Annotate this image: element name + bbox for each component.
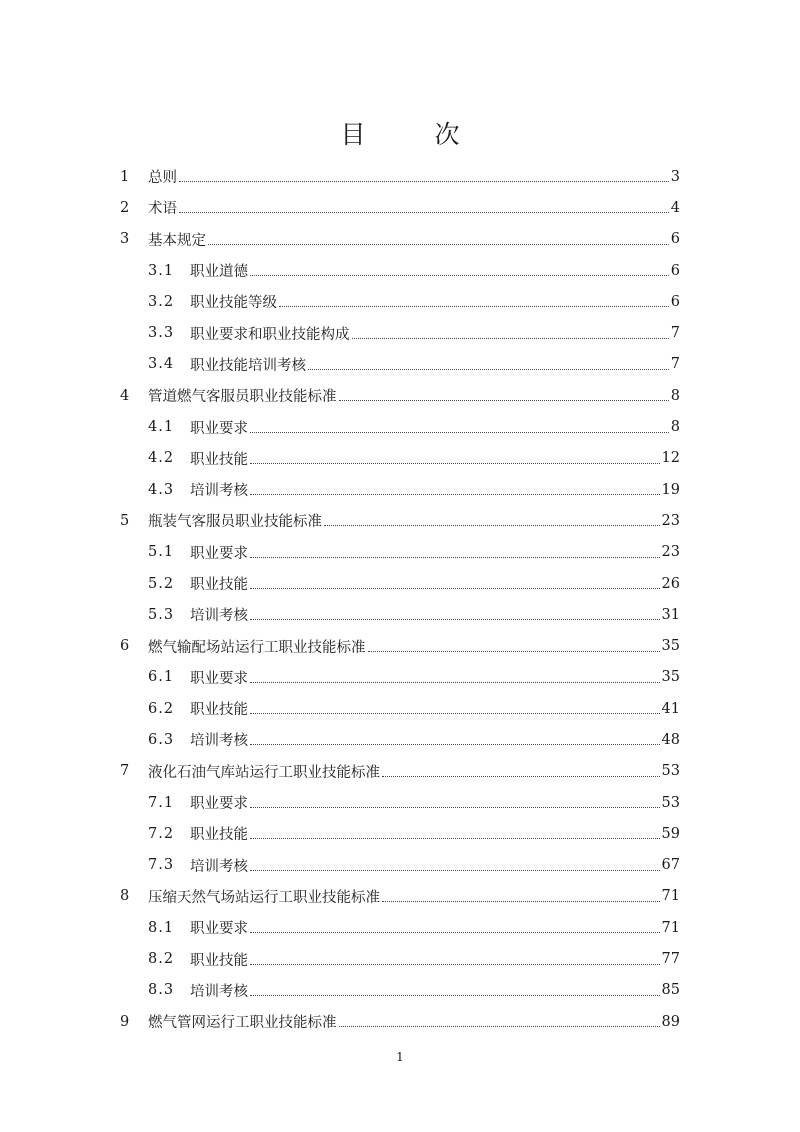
toc-entry-number: 2 bbox=[120, 199, 130, 216]
toc-entry-title: 职业要求和职业技能构成 bbox=[190, 326, 350, 343]
toc-entry[interactable] bbox=[120, 850, 680, 881]
dot-leader bbox=[352, 338, 669, 339]
toc-entry-title: 燃气输配场站运行工职业技能标准 bbox=[148, 639, 366, 656]
toc-entry[interactable] bbox=[120, 881, 680, 912]
dot-leader bbox=[382, 901, 660, 902]
toc-entry-page: 23 bbox=[661, 544, 680, 561]
toc-entry-page: 31 bbox=[661, 606, 680, 623]
dot-leader bbox=[208, 244, 669, 245]
toc-entry[interactable] bbox=[120, 1006, 680, 1037]
toc-entry-page: 8 bbox=[670, 387, 680, 404]
toc-entry-page: 3 bbox=[670, 168, 680, 185]
dot-leader bbox=[179, 212, 669, 213]
toc-entry-number: 6.3 bbox=[148, 731, 175, 748]
toc-entry-title: 职业技能 bbox=[190, 702, 248, 719]
toc-entry-page: 85 bbox=[661, 982, 680, 999]
dot-leader bbox=[250, 870, 660, 871]
dot-leader bbox=[308, 369, 669, 370]
toc-entry-number: 5.3 bbox=[148, 606, 175, 623]
toc-entry-number: 4.3 bbox=[148, 481, 175, 498]
toc-entry-number: 8.1 bbox=[148, 919, 175, 936]
toc-entry-number: 8.2 bbox=[148, 951, 175, 968]
toc-entry[interactable] bbox=[120, 568, 680, 599]
toc-entry-title: 职业技能培训考核 bbox=[190, 357, 306, 374]
toc-entry-page: 7 bbox=[670, 356, 680, 373]
toc-entry-page: 89 bbox=[661, 1013, 680, 1030]
toc-entry-page: 53 bbox=[661, 763, 680, 780]
dot-leader bbox=[250, 275, 669, 276]
toc-entry[interactable] bbox=[120, 474, 680, 505]
toc-entry-number: 3 bbox=[120, 231, 130, 248]
toc-entry-page: 48 bbox=[661, 731, 680, 748]
dot-leader bbox=[250, 713, 660, 714]
dot-leader bbox=[250, 682, 660, 683]
toc-entry[interactable] bbox=[120, 505, 680, 536]
toc-entry-page: 59 bbox=[661, 825, 680, 842]
toc-entry-number: 3.1 bbox=[148, 262, 175, 279]
toc-entry-number: 3.4 bbox=[148, 356, 175, 373]
toc-entry-page: 26 bbox=[661, 575, 680, 592]
toc-entry-number: 7 bbox=[120, 763, 130, 780]
toc-entry-number: 3.3 bbox=[148, 325, 175, 342]
dot-leader bbox=[339, 400, 669, 401]
toc-entry-number: 5.2 bbox=[148, 575, 175, 592]
toc-entry-number: 4 bbox=[120, 387, 130, 404]
toc-entry-number: 7.2 bbox=[148, 825, 175, 842]
toc-entry-page: 23 bbox=[661, 512, 680, 529]
dot-leader bbox=[382, 776, 660, 777]
toc-entry-title: 培训考核 bbox=[190, 608, 248, 625]
toc-entry[interactable] bbox=[120, 224, 680, 255]
toc-entry-page: 35 bbox=[661, 638, 680, 655]
toc-entry-title: 职业要求 bbox=[190, 545, 248, 562]
toc-entry-number: 6.2 bbox=[148, 700, 175, 717]
toc-entry-title: 培训考核 bbox=[190, 483, 248, 500]
dot-leader bbox=[368, 651, 660, 652]
dot-leader bbox=[279, 306, 669, 307]
toc-entry[interactable] bbox=[120, 818, 680, 849]
toc-entry[interactable] bbox=[120, 693, 680, 724]
toc-entry-number: 8.3 bbox=[148, 982, 175, 999]
page-title: 目 次 bbox=[340, 119, 482, 149]
toc-entry-title: 职业技能 bbox=[190, 577, 248, 593]
toc-entry-title: 压缩天然气场站运行工职业技能标准 bbox=[148, 889, 380, 906]
toc-entry[interactable] bbox=[120, 411, 680, 442]
dot-leader bbox=[250, 619, 660, 620]
dot-leader bbox=[250, 838, 660, 839]
toc-entry-title: 培训考核 bbox=[190, 983, 248, 1000]
toc-entry-page: 6 bbox=[670, 231, 680, 248]
toc-entry-page: 7 bbox=[670, 325, 680, 342]
toc-entry[interactable] bbox=[120, 943, 680, 974]
dot-leader bbox=[250, 463, 660, 464]
toc-entry-page: 77 bbox=[661, 951, 680, 968]
toc-entry-number: 5.1 bbox=[148, 544, 175, 561]
toc-entry-page: 53 bbox=[661, 794, 680, 811]
toc-entry[interactable] bbox=[120, 756, 680, 787]
dot-leader bbox=[250, 807, 660, 808]
toc-entry-title: 职业技能 bbox=[190, 952, 248, 969]
toc-entry[interactable] bbox=[120, 630, 680, 661]
toc-entry-title: 燃气管网运行工职业技能标准 bbox=[148, 1015, 337, 1032]
dot-leader bbox=[250, 557, 660, 558]
toc-entry-title: 职业道德 bbox=[190, 264, 248, 281]
toc-entry-title: 培训考核 bbox=[190, 733, 248, 750]
toc-entry[interactable] bbox=[120, 286, 680, 317]
toc-entry-page: 6 bbox=[670, 262, 680, 279]
dot-leader bbox=[250, 995, 660, 996]
toc-entry[interactable] bbox=[120, 787, 680, 818]
toc-entry-title: 管道燃气客服员职业技能标准 bbox=[148, 389, 337, 406]
dot-leader bbox=[250, 744, 660, 745]
toc-entry-title: 职业要求 bbox=[190, 670, 248, 687]
toc-entry-page: 19 bbox=[661, 481, 680, 498]
toc-entry-title: 术语 bbox=[148, 201, 177, 218]
toc-entry-number: 3.2 bbox=[148, 293, 175, 310]
toc-entry-number: 6.1 bbox=[148, 669, 175, 686]
toc-entry-title: 职业技能 bbox=[190, 451, 248, 468]
toc-entry-number: 7.1 bbox=[148, 794, 175, 811]
toc-entry-title: 职业要求 bbox=[190, 420, 248, 437]
toc-entry-title: 总则 bbox=[148, 170, 177, 187]
toc-entry-title: 瓶装气客服员职业技能标准 bbox=[148, 514, 322, 531]
toc-entry[interactable] bbox=[120, 912, 680, 943]
toc-entry[interactable] bbox=[120, 380, 680, 411]
toc-entry-title: 职业要求 bbox=[190, 796, 248, 813]
toc-entry-number: 8 bbox=[120, 888, 130, 905]
toc-entry-page: 71 bbox=[661, 888, 680, 905]
toc-entry-title: 液化石油气库站运行工职业技能标准 bbox=[148, 764, 380, 781]
toc-entry[interactable] bbox=[120, 317, 680, 348]
toc-entry-number: 5 bbox=[120, 512, 130, 529]
toc-entry-page: 8 bbox=[670, 419, 680, 436]
toc-entry[interactable] bbox=[120, 161, 680, 192]
toc-entry-title: 职业技能等级 bbox=[190, 295, 277, 312]
toc-entry-number: 7.3 bbox=[148, 857, 175, 874]
toc-entry-page: 4 bbox=[670, 199, 680, 216]
toc-entry[interactable] bbox=[120, 192, 680, 223]
toc-entry-number: 1 bbox=[120, 168, 130, 185]
toc-entry-number: 6 bbox=[120, 638, 130, 655]
dot-leader bbox=[250, 932, 660, 933]
toc-entry-page: 41 bbox=[661, 700, 680, 717]
dot-leader bbox=[250, 432, 669, 433]
page-number: 1 bbox=[396, 1050, 404, 1064]
toc-entry-page: 6 bbox=[670, 293, 680, 310]
toc-entry-page: 12 bbox=[661, 450, 680, 467]
toc-entry[interactable] bbox=[120, 255, 680, 286]
dot-leader bbox=[339, 1026, 660, 1027]
toc-entry[interactable] bbox=[120, 662, 680, 693]
toc-entry-number: 4.1 bbox=[148, 419, 175, 436]
toc-entry-page: 71 bbox=[661, 919, 680, 936]
toc-entry[interactable] bbox=[120, 975, 680, 1006]
toc-entry-title: 职业要求 bbox=[190, 921, 248, 938]
dot-leader bbox=[250, 964, 660, 965]
toc-entry-number: 9 bbox=[120, 1013, 130, 1030]
toc-entry[interactable] bbox=[120, 349, 680, 380]
dot-leader bbox=[179, 181, 669, 182]
toc-entry-title: 职业技能 bbox=[190, 827, 248, 844]
toc-entry-page: 67 bbox=[661, 857, 680, 874]
table-of-contents bbox=[120, 161, 680, 1037]
dot-leader bbox=[324, 525, 660, 526]
dot-leader bbox=[250, 588, 660, 589]
toc-entry[interactable] bbox=[120, 443, 680, 474]
toc-entry-title: 基本规定 bbox=[148, 232, 206, 249]
toc-entry[interactable] bbox=[120, 599, 680, 630]
toc-entry-page: 35 bbox=[661, 669, 680, 686]
toc-entry[interactable] bbox=[120, 537, 680, 568]
dot-leader bbox=[250, 494, 660, 495]
toc-entry-number: 4.2 bbox=[148, 450, 175, 467]
toc-entry[interactable] bbox=[120, 724, 680, 755]
toc-entry-title: 培训考核 bbox=[190, 858, 248, 875]
